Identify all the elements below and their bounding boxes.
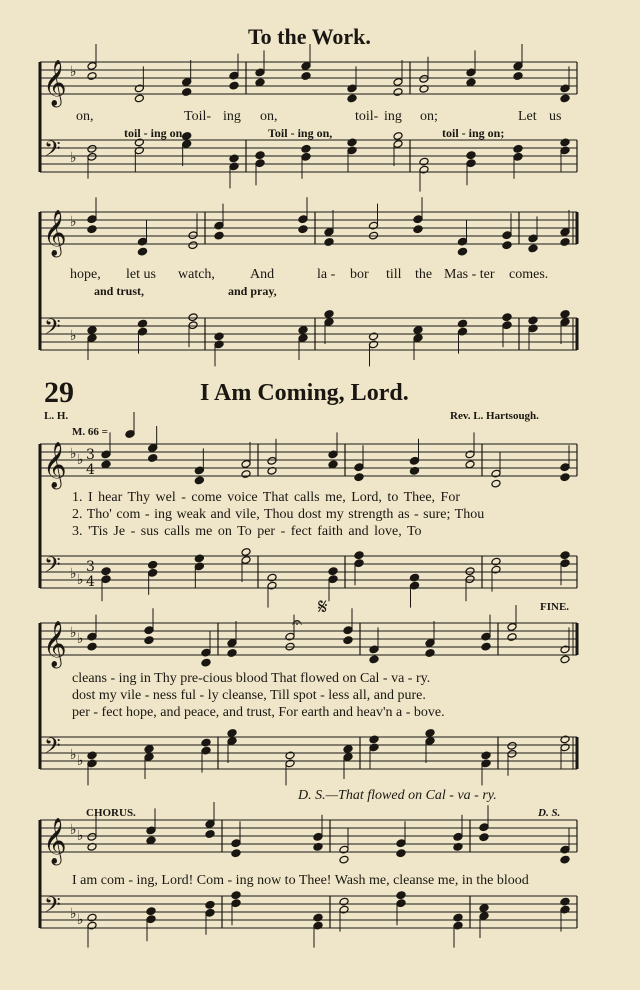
note-head [513, 144, 523, 153]
note-head [413, 225, 423, 234]
verse-1-line-1: 1. I hear Thy wel - come voice That calls me, Lord, to Thee, For [72, 490, 461, 505]
note-head [560, 855, 570, 864]
note-head [194, 476, 204, 485]
note-head [560, 138, 570, 147]
lyric-word: on, [260, 109, 278, 124]
bass-clef-icon: 𝄢 [44, 137, 61, 167]
note-head [481, 751, 491, 760]
chorus-label: CHORUS. [86, 807, 136, 819]
note-head [560, 238, 570, 247]
note-head [182, 88, 192, 97]
note-head [229, 81, 239, 90]
note-head [466, 78, 476, 87]
lyric-word: till [386, 267, 402, 282]
note-head [148, 560, 158, 569]
note-head [324, 238, 334, 247]
note-head [205, 830, 215, 839]
note-head [560, 735, 570, 744]
note-head [267, 573, 277, 582]
note-head [528, 244, 538, 253]
note-head [369, 655, 379, 664]
note-head [425, 649, 435, 658]
note-head [465, 460, 475, 469]
author-credit: Rev. L. Hartsough. [450, 410, 539, 422]
note-head [137, 319, 147, 328]
note-head [328, 460, 338, 469]
note-head [324, 310, 334, 319]
note-head [144, 636, 154, 645]
note-head [231, 891, 241, 900]
hymn-title: I Am Coming, Lord. [200, 380, 409, 406]
verse-2-line-1: 2. Tho' com - ing weak and vile, Thou dost my strength as - sure; Thou [72, 507, 485, 522]
note-head [393, 132, 403, 141]
hymn-number: 29 [44, 376, 74, 409]
flat-sign-icon: ♭ [70, 150, 77, 166]
note-head [146, 836, 156, 845]
note-head [513, 72, 523, 81]
note-head [231, 849, 241, 858]
lyric-word: ing [223, 109, 241, 124]
note-head [241, 548, 251, 557]
note-head [457, 247, 467, 256]
ds-label: D. S. [538, 807, 561, 819]
note-head [255, 151, 265, 160]
note-head [214, 332, 224, 341]
note-head [369, 735, 379, 744]
note-head [301, 144, 311, 153]
note-head [354, 551, 364, 560]
note-head [396, 849, 406, 858]
note-head [255, 78, 265, 87]
lyric-word: on; [420, 109, 438, 124]
ds-note: D. S.—That flowed on Cal - va - ry. [298, 788, 497, 803]
note-head [214, 231, 224, 240]
tempo-marking: M. 66 = [72, 426, 108, 438]
note-head [560, 473, 570, 482]
flat-sign-icon: ♭ [70, 747, 77, 763]
note-head [481, 642, 491, 651]
note-head [560, 310, 570, 319]
time-sig-icon: 3 [86, 559, 95, 575]
bass-clef-icon: 𝄢 [44, 553, 61, 583]
note-head [87, 225, 97, 234]
flat-sign-icon: ♭ [70, 64, 77, 80]
note-head [502, 241, 512, 250]
note-head [194, 554, 204, 563]
flat-sign-icon: ♭ [77, 572, 84, 588]
flat-sign-icon: ♭ [70, 328, 77, 344]
note-head [87, 751, 97, 760]
treble-clef-icon: 𝄞 [43, 818, 67, 864]
lyric-small: and trust, [94, 284, 145, 298]
note-head [201, 658, 211, 667]
lyric-word: bor [350, 267, 369, 282]
lyric-small: toil - ing on; [442, 126, 505, 140]
verse-3-line-2: per - fect hope, and peace, and trust, For earth and heav'n a - bove. [72, 705, 445, 720]
note-head [134, 94, 144, 103]
note-head [339, 897, 349, 906]
verse-1-line-2: cleans - ing in Thy pre-cious blood That flowed on Cal - va - ry. [72, 671, 431, 686]
bass-clef-icon: 𝄢 [44, 893, 61, 923]
lyric-word: hope, [70, 267, 101, 282]
composer-credit: L. H. [44, 410, 69, 422]
hymn-top-title: To the Work. [248, 24, 371, 49]
note-head [201, 738, 211, 747]
flat-sign-icon: ♭ [70, 566, 77, 582]
lyric-word: us [549, 109, 562, 124]
note-head [87, 642, 97, 651]
note-head [298, 225, 308, 234]
note-head [227, 649, 237, 658]
note-head [227, 729, 237, 738]
flat-sign-icon: ♭ [77, 828, 84, 844]
note-head [148, 454, 158, 463]
note-head [560, 655, 570, 664]
bass-clef-icon: 𝄢 [44, 315, 61, 345]
verse-2-line-2: dost my vile - ness ful - ly cleanse, Till spot - less all, and pure. [72, 688, 426, 703]
note-head [188, 241, 198, 250]
note-head [87, 913, 97, 922]
lyric-small: toil - ing on, [124, 126, 186, 140]
note-head [393, 88, 403, 97]
note-head [560, 897, 570, 906]
note-head [409, 573, 419, 582]
lyric-word: toil- [355, 109, 379, 124]
lyric-word: Let [518, 109, 537, 124]
note-head [87, 144, 97, 153]
segno-icon: 𝄋 [318, 595, 328, 620]
note-head [339, 855, 349, 864]
note-head [146, 907, 156, 916]
flat-sign-icon: ♭ [70, 446, 77, 462]
lyric-word: And [250, 267, 275, 282]
note-head [479, 904, 489, 913]
lyric-word: the [415, 267, 433, 282]
note-head [137, 247, 147, 256]
note-head [368, 332, 378, 341]
note-head [101, 567, 111, 576]
flat-sign-icon: ♭ [77, 753, 84, 769]
flat-sign-icon: ♭ [70, 214, 77, 230]
note-head [453, 913, 463, 922]
lyric-word: on, [76, 109, 94, 124]
note-head [343, 745, 353, 754]
flat-sign-icon: ♭ [70, 822, 77, 838]
time-sig-icon: 4 [86, 574, 95, 590]
note-head [229, 154, 239, 163]
flat-sign-icon: ♭ [77, 631, 84, 647]
note-head [301, 72, 311, 81]
note-head [347, 94, 357, 103]
lyric-word: Toil- [184, 109, 212, 124]
note-head [507, 741, 517, 750]
note-head [347, 138, 357, 147]
treble-clef-icon: 𝄞 [43, 210, 67, 256]
note-head [313, 913, 323, 922]
flat-sign-icon: ♭ [70, 906, 77, 922]
treble-clef-icon: 𝄞 [43, 621, 67, 667]
lyric-word: let us [126, 267, 156, 282]
note-head [425, 729, 435, 738]
fermata-icon: 𝄐 [292, 612, 303, 633]
lyric-word: Mas - ter [444, 267, 495, 282]
note-head [465, 567, 475, 576]
note-head [457, 319, 467, 328]
note-head [87, 72, 97, 81]
lyric-word: ing [384, 109, 402, 124]
note-head [560, 94, 570, 103]
note-head [328, 567, 338, 576]
time-sig-icon: 4 [86, 462, 95, 478]
bass-clef-icon: 𝄢 [44, 734, 61, 764]
note-head [466, 151, 476, 160]
note-head [560, 551, 570, 560]
note-head [479, 833, 489, 842]
lyric-small: Toil - ing on, [268, 126, 333, 140]
note-head [101, 460, 111, 469]
flat-sign-icon: ♭ [77, 912, 84, 928]
note-head [491, 557, 501, 566]
note-head [419, 157, 429, 166]
note-head [491, 479, 501, 488]
fine-label: FINE. [540, 601, 570, 613]
lyric-word: la - [317, 267, 336, 282]
note-head [144, 745, 154, 754]
flat-sign-icon: ♭ [77, 452, 84, 468]
note-head [343, 636, 353, 645]
note-head [502, 313, 512, 322]
flat-sign-icon: ♭ [70, 625, 77, 641]
treble-clef-icon: 𝄞 [43, 60, 67, 106]
chorus-lyrics: I am com - ing, Lord! Com - ing now to Thee! Wash me, cleanse me, in the blood [72, 873, 529, 888]
note-head [285, 751, 295, 760]
note-head [87, 326, 97, 335]
note-head [413, 326, 423, 335]
time-sig-icon: 3 [86, 447, 95, 463]
note-head [188, 313, 198, 322]
verse-3-line-1: 3. 'Tis Je - sus calls me on To per - fect faith and love, To [72, 524, 422, 539]
lyric-word: watch, [178, 267, 215, 282]
note-head [241, 470, 251, 479]
lyric-small: and pray, [228, 284, 277, 298]
note-head [507, 633, 517, 642]
lyric-word: comes. [509, 267, 549, 282]
treble-clef-icon: 𝄞 [43, 442, 67, 488]
note-head [528, 316, 538, 325]
note-head [354, 473, 364, 482]
note-head [205, 900, 215, 909]
note-head [298, 326, 308, 335]
note-head [396, 891, 406, 900]
